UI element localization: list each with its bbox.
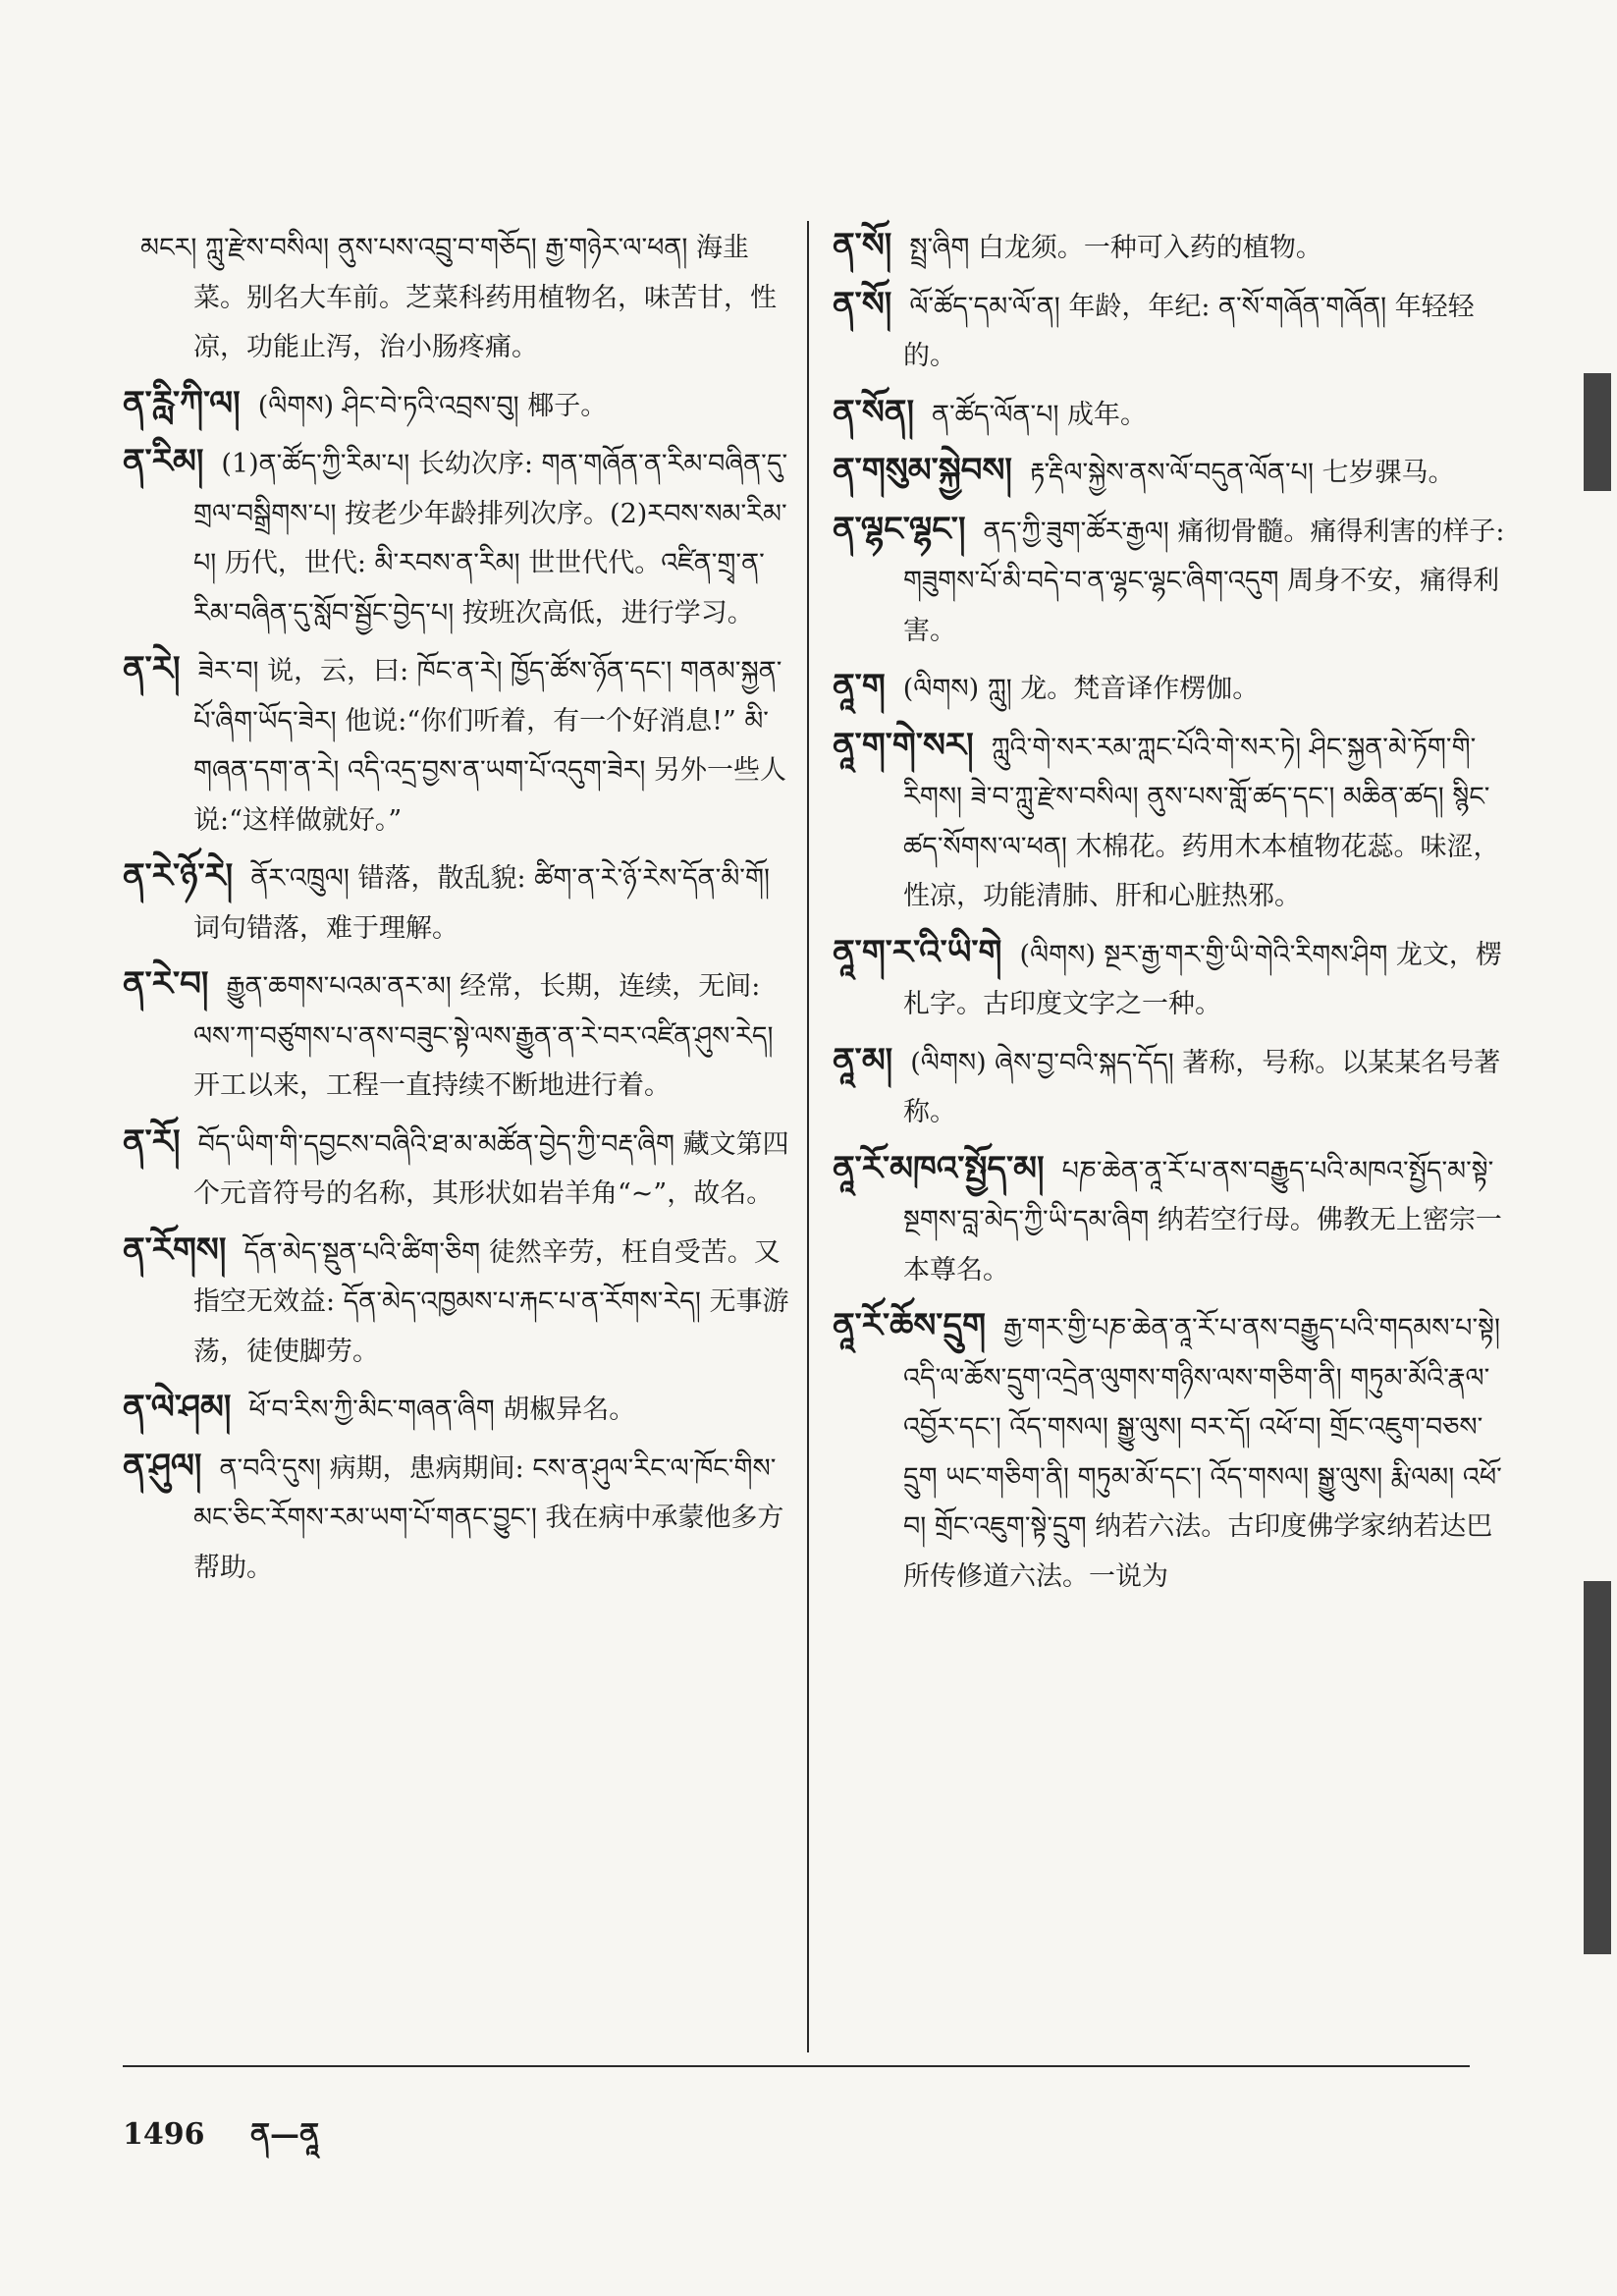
page-number: 1496 (123, 2117, 205, 2152)
headword: ནཱ་ག་གེ་སར། (833, 725, 974, 765)
headword: ནཱ་མ། (833, 1040, 893, 1080)
headword: ན་རིམ། (123, 442, 204, 481)
definition: (ལིགས) ཀླུ། 龙。梵音译作楞伽。 (902, 674, 1260, 704)
headword: ན་གསུམ་སྐྱེབས། (833, 451, 1012, 490)
dictionary-entry (123, 1226, 800, 1378)
definition: བོད་ཡིག་གི་དབྱངས་བཞིའི་ཐ་མ་མཚོན་བྱེད་ཀྱི་བརྡ་ཞིག 藏文第四个元音符号的名称，其形状如岩羊角“~”，故名。 (193, 1128, 789, 1209)
dictionary-entry (833, 388, 1510, 441)
headword: ན་རེ། (123, 649, 181, 688)
dictionary-entry (123, 1442, 800, 1594)
dictionary-entry (833, 1036, 1510, 1138)
definition: ལོ་ཚོད་དམ་ལོ་ན། 年龄，年纪: ན་སོ་གཞོན་གཞོན། 年轻轻的。 (903, 291, 1475, 371)
headword: ན་ཤུལ། (123, 1446, 202, 1486)
definition: རྒྱ་གར་གྱི་པཎ་ཆེན་ནཱ་རོ་པ་ནས་བརྒྱུད་པའི་གདམས་པ་སྟེ། འདི་ལ་ཆོས་དྲུག་འདྲེན་ལུགས་གཉིས་ལས་གཅིག་ནི། གཏུམ་མོའི་རྣལ་འབྱོར་དང་། འོད་གསལ། སྒྱུ་ལུས། བར་དོ། འཕོ་བ། གྲོང་འཇུག་བཅས་དྲུག ཡང་གཅིག་ནི། གཏུམ་མོ་དང་། འོད་གསལ། སྒྱུ་ལུས། རྨི་ལམ། འཕོ་བ། གྲོང་འཇུག་སྟེ་དྲུག 纳若六法。古印度佛学家纳若达巴所传修道六法。一说为 (903, 1313, 1502, 1592)
headword: ནཱ་ག་ར་འི་ཡི་གེ (833, 932, 1002, 972)
dictionary-entry (123, 1118, 800, 1220)
dictionary-entry (123, 851, 800, 954)
dictionary-entry (123, 379, 800, 432)
dictionary-entry (833, 221, 1510, 274)
dictionary-entry (833, 446, 1510, 499)
dictionary-entry (833, 928, 1510, 1030)
edge-mark (1584, 373, 1611, 491)
headword: ན་རེ་བ། (123, 964, 209, 1004)
headword: ན་རེ་ཉོ་རེ། (123, 856, 234, 896)
headword: ནཱ་ག (833, 667, 886, 706)
left-column (123, 221, 800, 1599)
definition: ན་ཚོད་ལོན་པ། 成年。 (932, 399, 1148, 430)
headword: ན་རླི་ཀི་ལ། (123, 383, 241, 423)
dictionary-entry (123, 221, 800, 373)
headword: ན་ལྷང་ལྷང་། (833, 509, 966, 549)
definition: པཎ་ཆེན་ནཱ་རོ་པ་ནས་བརྒྱུད་པའི་མཁའ་སྤྱོད་མ་སྟེ་སྔགས་བླ་མེད་ཀྱི་ཡི་དམ་ཞིག 纳若空行母。佛教无上密宗一本尊名。 (903, 1155, 1502, 1285)
dictionary-entry (123, 437, 800, 638)
edge-mark (1584, 1581, 1611, 1954)
scan-edge-marks (1578, 0, 1617, 2296)
definition: (1)ན་ཚོད་ཀྱི་རིམ་པ། 长幼次序: གན་གཞོན་ན་རིམ་བཞིན་དུ་གྲལ་བསྒྲིགས་པ། 按老少年龄排列次序。(2)རབས་སམ་རིམ་པ། 历代，世代: མི་རབས་ན་རིམ། 世世代代。འཛིན་གྲྭ་ན་རིམ་བཞིན་དུ་སློབ་སྦྱོང་བྱེད་པ། 按班次高低，进行学习。 (193, 449, 788, 629)
headword: ན་རོ། (123, 1121, 181, 1162)
headword: ན་རོགས། (123, 1230, 227, 1270)
dictionary-entry (833, 505, 1510, 657)
dictionary-entry (833, 721, 1510, 922)
page-range: ན—ནཱ (249, 2117, 319, 2152)
right-column (833, 221, 1510, 1608)
dictionary-entry (833, 1301, 1510, 1602)
headword: ན་སོ། (833, 284, 892, 324)
page-footer (123, 2102, 354, 2184)
definition: (ལིགས) སྔར་རྒྱ་གར་གྱི་ཡི་གེའི་རིགས་ཤིག 龙文，楞札字。古印度文字之一种。 (903, 939, 1502, 1019)
definition: ཕོ་བ་རིས་ཀྱི་མིང་གཞན་ཞིག 胡椒异名。 (248, 1394, 636, 1425)
headword: ན་སོན། (833, 392, 914, 432)
definition: ནད་ཀྱི་ཟུག་ཚོར་རྒྱལ། 痛彻骨髓。痛得利害的样子: གཟུགས་པོ་མི་བདེ་བ་ན་ལྷང་ལྷང་ཞིག་འདུག 周身不安，痛得利害。 (903, 516, 1505, 646)
column-divider (807, 221, 809, 2052)
definition: མངར། ཀླུ་རྫེས་བསིལ། ནུས་པས་འབྲུ་བ་གཅོད། རྒྱ་གཉེར་ལ་ཕན། 海韭菜。别名大车前。芝菜科药用植物名，味苦甘，性凉，功能止泻，治小肠疼痛。 (140, 233, 777, 362)
dictionary-entry (833, 1144, 1510, 1296)
definition: (ལིགས) ཤིང་བེ་ཏའི་འབྲས་བུ། 椰子。 (257, 390, 608, 421)
definition: ཟེར་བ། 说，云，曰: ཁོང་ན་རེ། ཁྱོད་ཚོས་ཉོན་དང་། གནམ་སྐྱན་པོ་ཞིག་ཡོད་ཟེར། 他说:“你们听着，有一个好消息!” མི་གཞན་དག་ན་རེ། འདི་འདྲ་བྱས་ན་ཡག་པོ་འདུག་ཟེར། 另外一些人说:“这样做就好。” (193, 656, 786, 836)
dictionary-entry (123, 644, 800, 846)
footer-rule (123, 2065, 1470, 2067)
definition: རྟ་རྡིལ་སྐྱེས་ནས་ལོ་བདུན་ལོན་པ། 七岁骒马。 (1029, 458, 1455, 488)
definition: (ལིགས) ཞེས་བྱ་བའི་སྐད་དོད། 著称，号称。以某某名号著称。 (903, 1047, 1501, 1127)
definition: ན་བའི་དུས། 病期，患病期间: ངས་ན་ཤུལ་རིང་ལ་ཁོང་གིས་མང་ཅིང་རོགས་རམ་ཡག་པོ་གནང་བྱུང་། 我在病中承蒙他多方帮助。 (193, 1452, 784, 1583)
dictionary-entry (833, 280, 1510, 382)
headword: ན་ལེ་ཤམ། (123, 1388, 232, 1427)
headword: ན་སོ། (833, 226, 892, 265)
headword: ནཱ་རོ་མཁའ་སྤྱོད་མ། (833, 1148, 1045, 1188)
dictionary-entry (123, 959, 800, 1112)
definition: སྤྲ་ཞིག 白龙须。一种可入药的植物。 (909, 233, 1322, 263)
definition: ཀླུའི་གེ་སར་རམ་ཀླང་པོའི་གེ་སར་ཏེ། ཤིང་སྐྱན་མེ་ཏོག་གི་རིགས། ཟེ་བ་ཀླུ་རྫེས་བསིལ། ནུས་པས་གློ་ཚད་དང་། མཆིན་ཚད། སྙིང་ཚད་སོགས་ལ་ཕན། 木棉花。药用木本植物花蕊。味涩，性凉，功能清肺、肝和心脏热邪。 (903, 732, 1500, 911)
headword: ནཱ་རོ་ཆོས་དྲུག (833, 1306, 987, 1345)
definition: དོན་མེད་སྡུན་པའི་ཚིག་ཅིག 徒然辛劳，枉自受苦。又指空无效益: དོན་མེད་འཁྱམས་པ་རྐང་པ་ན་རོགས་རེད། 无事游荡，徒使脚劳。 (193, 1236, 789, 1367)
definition: ནོར་འཁྲུལ། 错落，散乱貌: ཚིག་ན་རེ་ཉོ་རེས་དོན་མི་གོ། 词句错落，难于理解。 (193, 863, 770, 944)
definition: རྒྱུན་ཆགས་པའམ་ནར་མ། 经常，长期，连续，无间: ལས་ཀ་བཙུགས་པ་ནས་བཟུང་སྟེ་ལས་རྒྱུན་ན་རེ་བར་འཛིན་ཤུས་རེད། 开工以来，工程一直持续不断地进行着。 (193, 971, 774, 1101)
dictionary-entry (833, 662, 1510, 715)
dictionary-entry (123, 1383, 800, 1436)
